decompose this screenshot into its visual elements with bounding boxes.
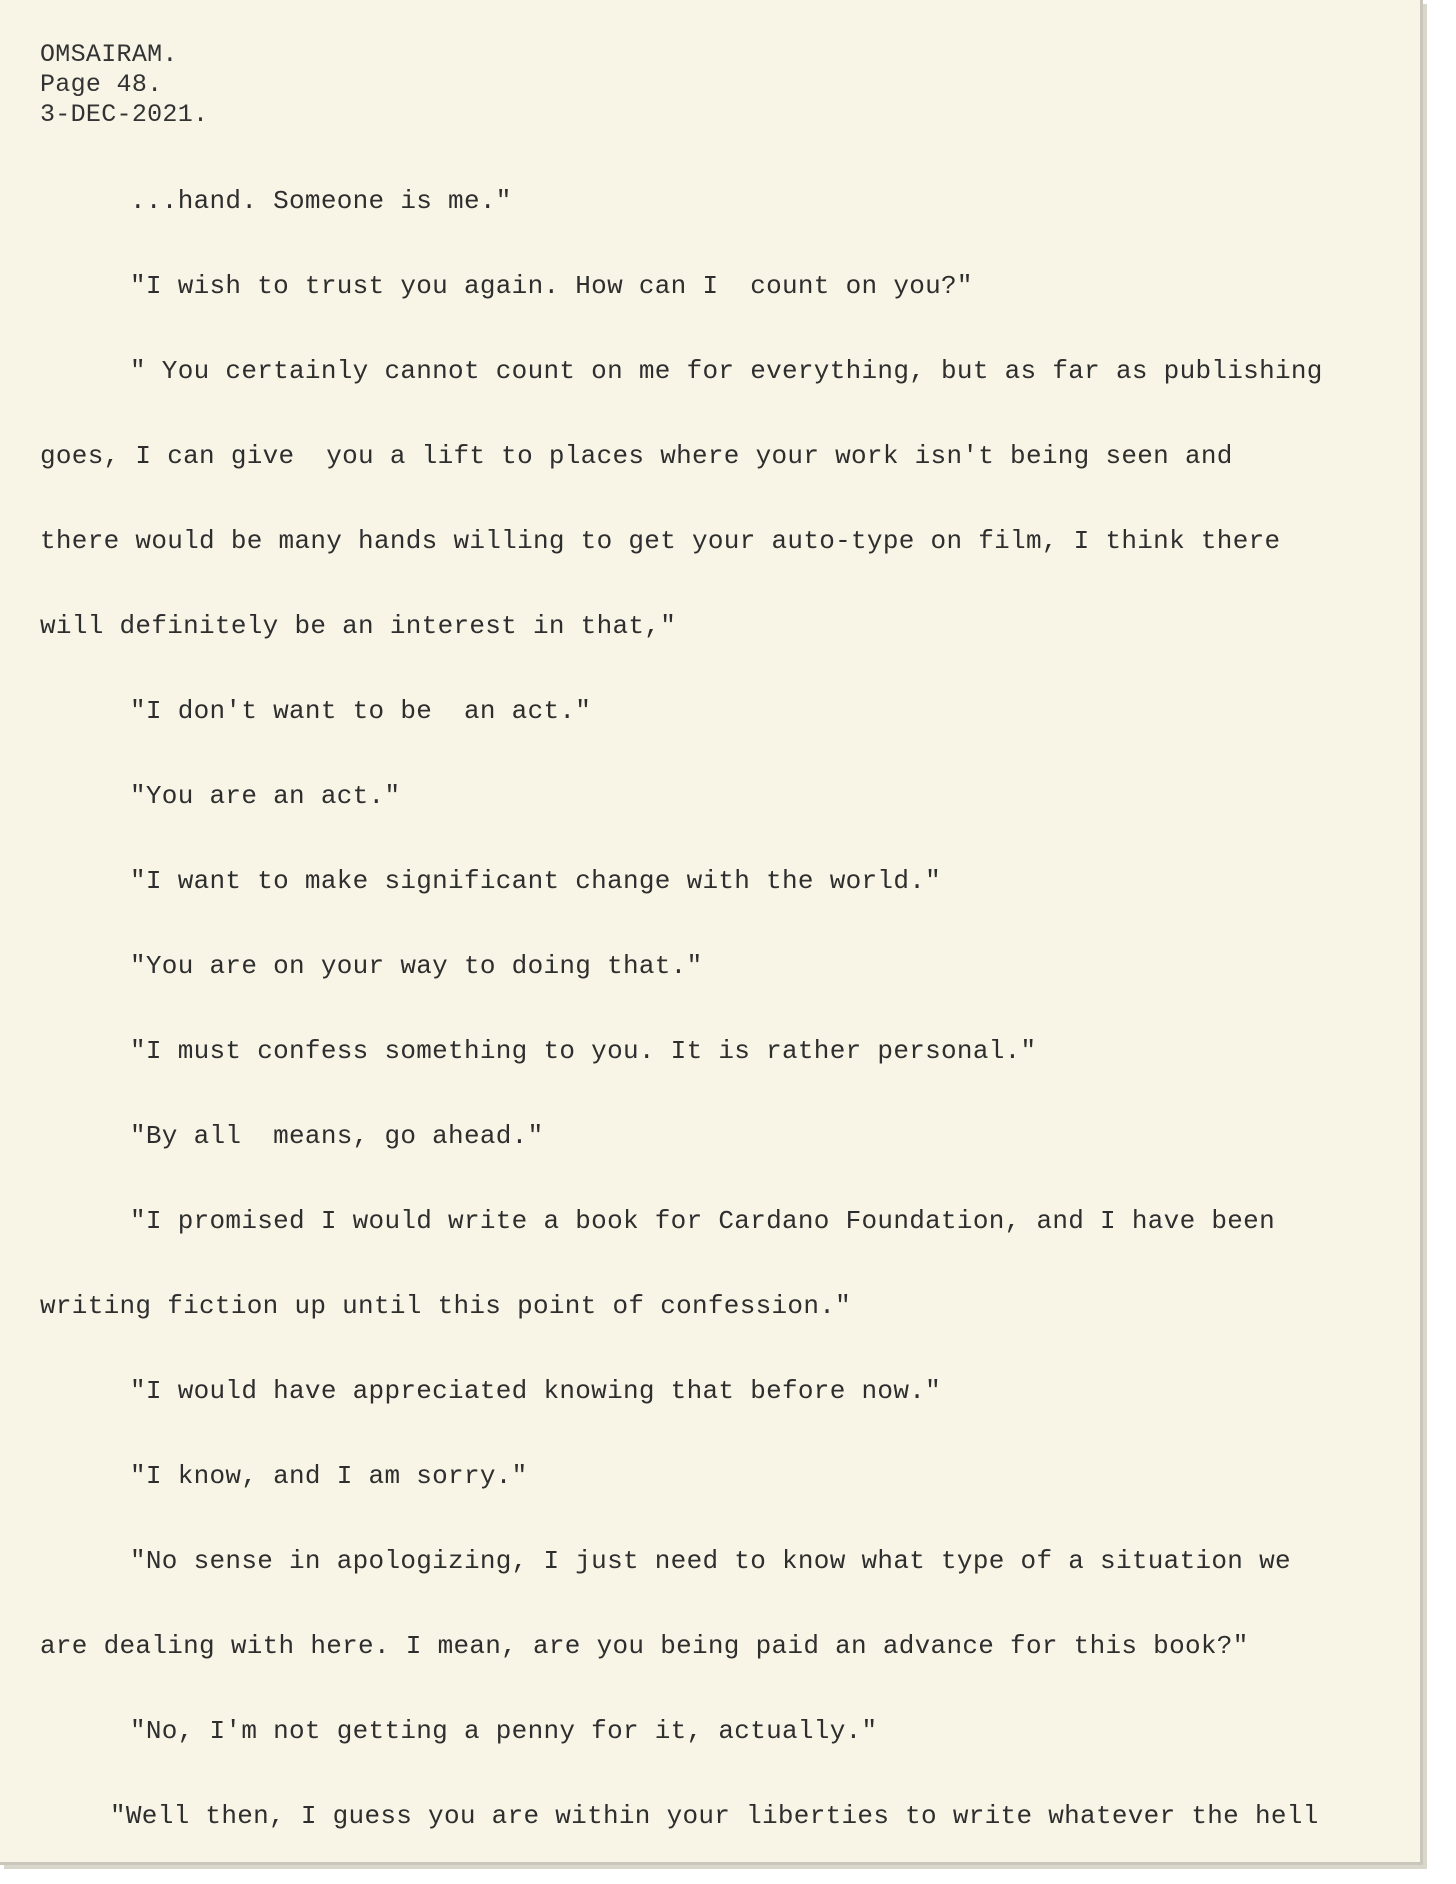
text-line: "No, I'm not getting a penny for it, actually." — [130, 1716, 878, 1746]
text-line: "I would have appreciated knowing that before now." — [130, 1376, 942, 1406]
text-line: "I want to make significant change with the world." — [130, 866, 942, 896]
text-line: there would be many hands willing to get your auto-type on film, I think there — [40, 526, 1281, 556]
text-line: " You certainly cannot count on me for everything, but as far as publishing — [130, 356, 1323, 386]
header-page-number: Page 48. — [40, 70, 163, 99]
text-line: "I must confess something to you. It is rather personal." — [130, 1036, 1037, 1066]
text-line: ...hand. Someone is me." — [130, 186, 512, 216]
text-line: "I know, and I am sorry." — [130, 1461, 528, 1491]
text-line: "I wish to trust you again. How can I count on you?" — [130, 271, 973, 301]
text-line: "I don't want to be an act." — [130, 696, 592, 726]
text-line: goes, I can give you a lift to places where your work isn't being seen and — [40, 441, 1233, 471]
text-line: "By all means, go ahead." — [130, 1121, 544, 1151]
text-line: "I promised I would write a book for Cardano Foundation, and I have been — [130, 1206, 1275, 1236]
header-author: OMSAIRAM. — [40, 40, 178, 69]
text-line: will definitely be an interest in that," — [40, 611, 677, 641]
text-line: are dealing with here. I mean, are you being paid an advance for this book?" — [40, 1631, 1249, 1661]
text-line: "No sense in apologizing, I just need to know what type of a situation we — [130, 1546, 1291, 1576]
text-line: "You are on your way to doing that." — [130, 951, 703, 981]
text-line: "You are an act." — [130, 781, 401, 811]
header-date: 3-DEC-2021. — [40, 100, 209, 129]
text-line: writing fiction up until this point of confession." — [40, 1291, 852, 1321]
text-line: "Well then, I guess you are within your liberties to write whatever the hell — [110, 1801, 1319, 1831]
